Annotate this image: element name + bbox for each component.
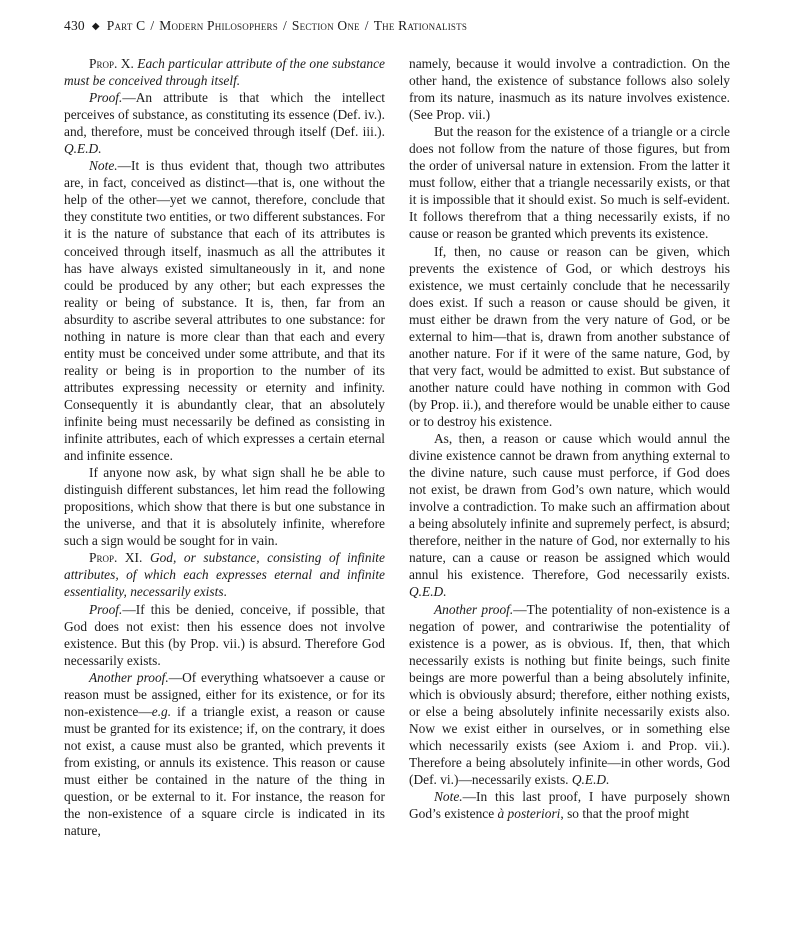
another-proof-paragraph: Another proof.—Of everything whatsoever a cause or reason must be assigned, either for its existence, or for its non-existence—e.g. if a triangle exist, a reason or cause must be granted for its existence; if, on the contrary, it does not exist, a cause must also be granted, which prevents it from existing, or annuls its existence. This reason or cause must either be contained in the nature of the thing in question, or be external to it. For instance, the reason for the non-existence of a square circle is indicated in its nature, (64, 669, 385, 839)
proposition-xi: Prop. XI. God, or substance, consisting of infinite attributes, of which each expresses eternal and infinite essentiality, necessarily exists. (64, 550, 385, 600)
header-separator: / (364, 18, 369, 33)
header-chapter: Modern Philosophers (159, 18, 278, 33)
body-paragraph-continued: namely, because it would involve a contradiction. On the other hand, the existence of substance follows also solely from its nature, inasmuch as its nature involves existence. (See Prop. vii.) (409, 56, 730, 123)
page-number: 430 (64, 18, 85, 33)
body-paragraph: If, then, no cause or reason can be given, which prevents the existence of God, or which destroys his existence, we must certainly conclude that he necessarily does exist. If such a reason or cause should be given, it must either be drawn from the very nature of God, or be external to him—that is, drawn from another substance of another nature. For if it were of the same nature, God, by that very fact, would be admitted to exist. But substance of another nature could have nothing in common with God (by Prop. ii.), and therefore would be unable either to cause or to destroy his existence. (409, 243, 730, 429)
body-paragraph: If anyone now ask, by what sign shall he be able to distinguish different substances, let him read the following propositions, which show that there is but one substance in the universe, and that it is absolutely infinite, wherefore such a sign would be sought for in vain. (64, 465, 385, 549)
proposition-x: Prop. X. Each particular attribute of the one substance must be conceived through itself. (64, 56, 385, 89)
proof-paragraph: Proof.—An attribute is that which the intellect perceives of substance, as constituting its essence (Def. iv.). and, therefore, must be conceived through itself (Def. iii.). Q.E.D. (64, 90, 385, 157)
header-subsection: The Rationalists (373, 18, 468, 33)
right-column (409, 55, 730, 822)
body-paragraph: As, then, a reason or cause which would annul the divine existence cannot be drawn from anything external to the divine nature, such cause must perforce, if God does not exist, be drawn from God’s own nature, which would involve a contradiction. To make such an affirmation about a being absolutely infinite and supremely perfect, is absurd; therefore, neither in the nature of God, nor externally to his nature, can a cause or reason be assigned which would annul his existence. Therefore, God necessarily exists. Q.E.D. (409, 431, 730, 600)
header-section: Section One (291, 18, 360, 33)
header-separator: / (282, 18, 287, 33)
note-paragraph: Note.—In this last proof, I have purposely shown God’s existence à posteriori, so that the proof might (409, 789, 730, 822)
header-separator: / (150, 18, 155, 33)
proof-paragraph: Proof.—If this be denied, conceive, if possible, that God does not exist: then his essence does not involve existence. But this (by Prop. vii.) is absurd. Therefore God necessarily exists. (64, 601, 385, 668)
header-part: Part C (106, 18, 146, 33)
note-paragraph: Note.—It is thus evident that, though two attributes are, in fact, conceived as distinct—that is, one without the help of the other—yet we cannot, therefore, conclude that they constitute two entities, or two different substances. For it is the nature of substance that each of its attributes is conceived through itself, inasmuch as all the attributes it has have always existed simultaneously in it, and none could be produced by any other; but each expresses the reality or being of substance. It is, then, far from an absurdity to ascribe several attributes to one substance: for nothing in nature is more clear than that each and every entity must be conceived under some attribute, and that its reality or being is in proportion to the number of its attributes expressing necessity or eternity and infinity. Consequently it is abundantly clear, that an absolutely infinite being must necessarily be defined as consisting in infinite attributes, each of which expresses a certain eternal and infinite essence. (64, 158, 385, 464)
body-paragraph: But the reason for the existence of a triangle or a circle does not follow from the nature of those figures, but from the order of universal nature in extension. From the latter it must follow, either that a triangle necessarily exists, or that it is impossible that it should exist. So much is self-evident. It follows therefrom that a thing necessarily exists, if no cause or reason be granted which prevents its existence. (409, 124, 730, 242)
left-column (64, 55, 385, 839)
diamond-ornament-icon: ◆ (91, 21, 100, 32)
running-header (64, 18, 467, 34)
another-proof-paragraph: Another proof.—The potentiality of non-existence is a negation of power, and contrariwise the potentiality of existence is a power, as is obvious. If, then, that which necessarily exists is nothing but finite beings, such finite beings are more powerful than a being absolutely infinite, which is obviously absurd; therefore, either nothing exists, or else a being absolutely infinite necessarily exists also. Now we exist either in ourselves, or in something else which necessarily exists (see Axiom i. and Prop. vii.). Therefore a being absolutely infinite—in other words, God (Def. vi.)—necessarily exists. Q.E.D. (409, 601, 731, 787)
